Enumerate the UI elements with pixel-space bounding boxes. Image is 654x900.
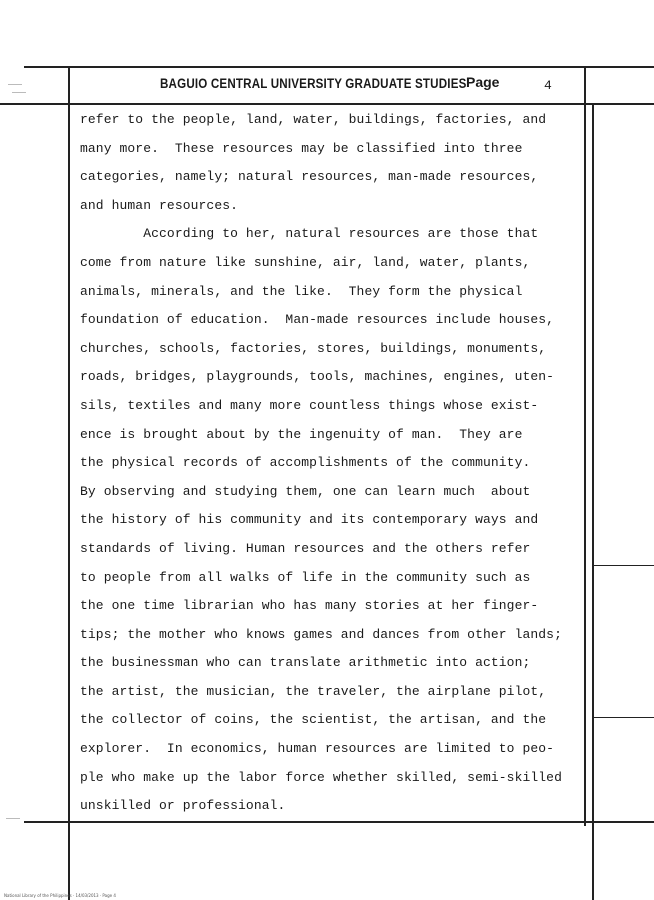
text-line: come from nature like sunshine, air, land, water, plants, (80, 254, 531, 270)
top-rule (24, 66, 654, 68)
text-line: many more. These resources may be classified into three (80, 140, 523, 156)
text-line: categories, namely; natural resources, man-made resources, (80, 169, 539, 185)
text-line: According to her, natural resources are those that (80, 226, 539, 242)
header-rule (0, 103, 654, 105)
text-line: the artist, the musician, the traveler, the airplane pilot, (80, 683, 547, 699)
right-tick-upper (592, 565, 654, 566)
scan-speck (6, 818, 20, 819)
text-line: sils, textiles and many more countless things whose exist- (80, 397, 539, 413)
text-line: and human resources. (80, 197, 239, 213)
text-line: tips; the mother who knows games and dances from other lands; (80, 626, 562, 642)
text-line: ence is brought about by the ingenuity of man. They are (80, 426, 523, 442)
text-line: to people from all walks of life in the community such as (80, 569, 531, 585)
page-number: 4 (544, 78, 552, 93)
text-line: ple who make up the labor force whether skilled, semi-skilled (80, 769, 562, 785)
body-text (80, 106, 600, 821)
text-line: foundation of education. Man-made resources include houses, (80, 312, 555, 328)
text-line: explorer. In economics, human resources are limited to peo- (80, 741, 555, 757)
text-line: the collector of coins, the scientist, the artisan, and the (80, 712, 547, 728)
text-line: the businessman who can translate arithmetic into action; (80, 655, 531, 671)
scan-speck (8, 84, 22, 85)
text-line: the history of his community and its contemporary ways and (80, 512, 539, 528)
text-line: animals, minerals, and the like. They form the physical (80, 283, 523, 299)
bottom-rule (24, 821, 654, 823)
text-line: By observing and studying them, one can learn much about (80, 483, 531, 499)
text-line: the one time librarian who has many stories at her finger- (80, 598, 539, 614)
left-margin-rule (68, 66, 70, 900)
text-line: refer to the people, land, water, buildings, factories, and (80, 112, 547, 127)
scan-speck (12, 92, 26, 93)
scan-footer-note: National Library of the Philippines · 14/03/2013 · Page 4 (4, 893, 116, 898)
header-title: BAGUIO CENTRAL UNIVERSITY GRADUATE STUDIES (160, 76, 467, 91)
header-page-label: Page (466, 74, 500, 90)
right-tick-lower (592, 717, 654, 718)
text-line: roads, bridges, playgrounds, tools, machines, engines, uten- (80, 369, 555, 385)
text-line: standards of living. Human resources and the others refer (80, 540, 531, 556)
text-line: the physical records of accomplishments of the community. (80, 455, 531, 471)
text-line: churches, schools, factories, stores, buildings, monuments, (80, 340, 547, 356)
text-line: unskilled or professional. (80, 798, 286, 814)
